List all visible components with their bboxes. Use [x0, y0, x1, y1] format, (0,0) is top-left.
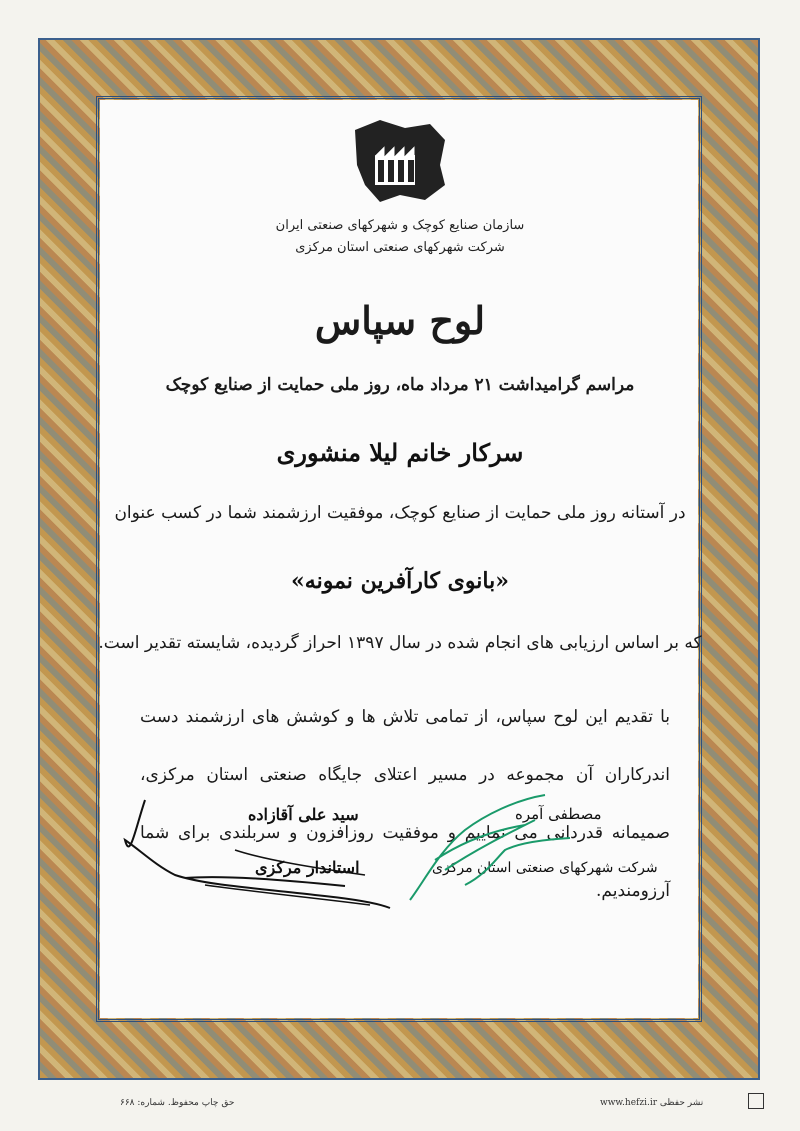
- left-signatory-title: استاندار مرکزی: [255, 858, 360, 877]
- ceremony-line: مراسم گرامیداشت ۲۱ مرداد ماه، روز ملی حمایت از صنایع کوچک: [165, 375, 635, 395]
- publisher-logo-icon: [748, 1093, 764, 1109]
- publisher-credit: www.hefzi.ir نشر حفظی: [600, 1098, 704, 1108]
- company-name: شرکت شهرکهای صنعتی استان مرکزی: [295, 240, 505, 255]
- recipient-name: سرکار خانم لیلا منشوری: [276, 438, 524, 467]
- right-signatory-name: مصطفی آمره: [515, 805, 602, 823]
- industry-map-logo-icon: [345, 110, 455, 210]
- left-signatory-name: سید علی آقازاده: [248, 805, 359, 824]
- right-signatory-title: شرکت شهرکهای صنعتی استان مرکزی: [432, 860, 658, 876]
- organization-name: سازمان صنایع کوچک و شهرکهای صنعتی ایران: [275, 218, 525, 233]
- copyright-notice: حق چاپ محفوظ. شماره: ۶۶۸: [120, 1098, 235, 1108]
- certificate-title: لوح سپاس: [314, 298, 486, 343]
- award-title: «بانوی کارآفرین نمونه»: [291, 568, 509, 594]
- body-line-2: که بر اساس ارزیابی های انجام شده در سال ۱۳۹۷ احراز گردیده، شایسته تقدیر است.: [98, 633, 702, 653]
- body-paragraph: با تقدیم این لوح سپاس، از تمامی تلاش ها و کوشش های ارزشمند دست اندرکاران آن مجموعه در مسیر اعتلای جایگاه صنعتی استان مرکزی، صمیمانه قدردانی می نماییم و موفقیت روزافزون و سربلندی برای شما آرزومندیم.: [140, 707, 670, 901]
- governor-signature-icon: [115, 790, 395, 920]
- body-line-1: در آستانه روز ملی حمایت از صنایع کوچک، موفقیت ارزشمند شما در کسب عنوان: [114, 503, 686, 523]
- company-signature-icon: [405, 790, 580, 905]
